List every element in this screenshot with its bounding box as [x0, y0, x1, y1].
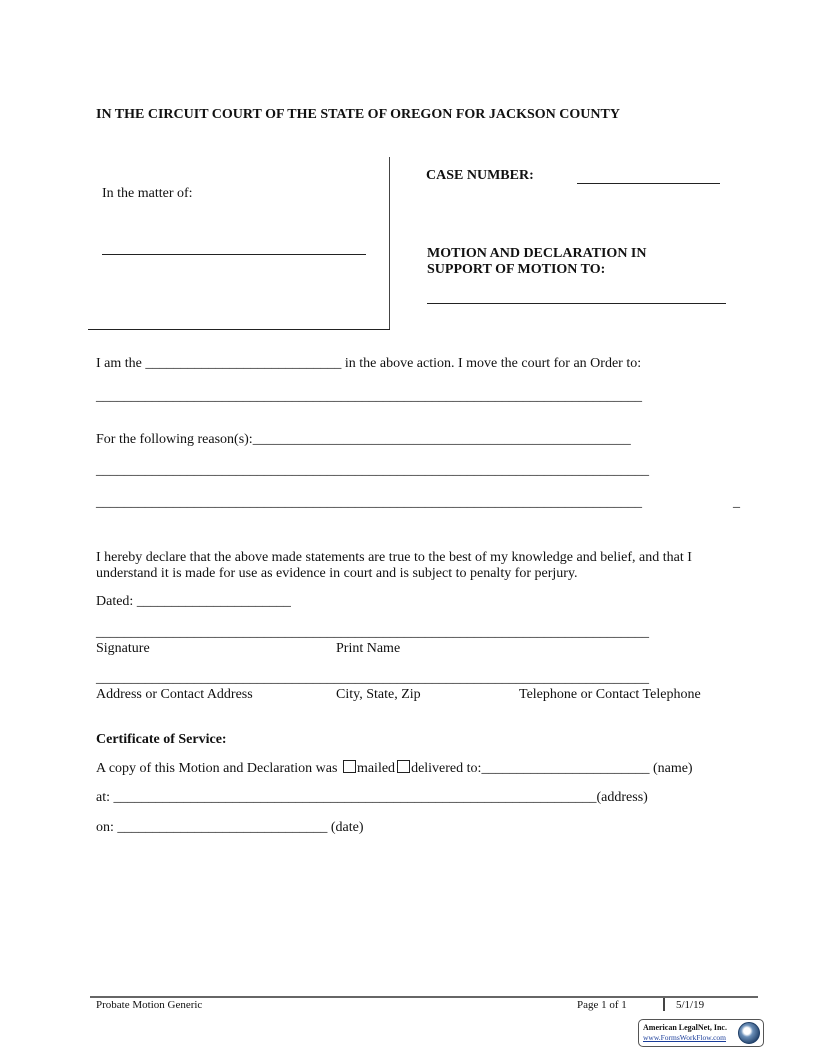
iam-prefix: I am the — [96, 356, 146, 371]
signature-field[interactable]: _______________________________________________________________________________ — [96, 625, 649, 640]
logo-company-name: American LegalNet, Inc. — [643, 1023, 727, 1032]
iam-suffix: in the above action. I move the court for an Order to: — [341, 356, 642, 371]
copy-prefix: A copy of this Motion and Declaration was — [96, 761, 341, 776]
footer-rule — [90, 996, 758, 998]
motion-title-line2: SUPPORT OF MOTION TO: — [427, 262, 606, 277]
logo-url[interactable]: www.FormsWorkFlow.com — [643, 1033, 727, 1042]
matter-label: In the matter of: — [102, 186, 193, 201]
declaration-line1: I hereby declare that the above made statements are true to the best of my knowledge and belief, and that I — [96, 550, 692, 565]
court-header: IN THE CIRCUIT COURT OF THE STATE OF OREGON FOR JACKSON COUNTY — [96, 107, 620, 122]
reason-sentence — [96, 432, 631, 448]
footer-separator — [663, 998, 665, 1011]
on-label: on: — [96, 820, 118, 835]
dated-label: Dated: — [96, 594, 137, 609]
caption-divider-horizontal — [88, 329, 390, 330]
telephone-label: Telephone or Contact Telephone — [519, 687, 701, 702]
address-suffix: (address) — [596, 790, 648, 805]
american-legalnet-logo[interactable] — [638, 1019, 764, 1047]
copy-row — [96, 760, 693, 777]
motion-purpose-field[interactable] — [427, 303, 726, 304]
dated-row — [96, 594, 291, 610]
name-suffix: (name) — [649, 761, 693, 776]
reason-field-3[interactable]: ______________________________________________________________________________ — [96, 495, 642, 510]
delivered-label: delivered to: — [411, 761, 482, 776]
print-name-label: Print Name — [336, 641, 401, 656]
certificate-title: Certificate of Service: — [96, 732, 227, 747]
dated-field[interactable]: ______________________ — [136, 594, 291, 609]
service-address-field[interactable]: _____________________________________________________________________ — [113, 790, 597, 805]
address-label: Address or Contact Address — [96, 687, 253, 702]
reason-field-3-tail: _ — [733, 495, 740, 510]
reason-field-2[interactable]: _______________________________________________________________________________ — [96, 463, 649, 478]
globe-icon — [738, 1022, 760, 1044]
date-suffix: (date) — [327, 820, 364, 835]
caption-divider-vertical — [389, 157, 390, 330]
at-row — [96, 790, 648, 806]
order-field[interactable]: ______________________________________________________________________________ — [96, 389, 642, 404]
signature-label: Signature — [96, 641, 150, 656]
service-date-field[interactable]: ______________________________ — [117, 820, 328, 835]
footer-date: 5/1/19 — [676, 999, 705, 1011]
matter-name-field[interactable] — [102, 254, 366, 255]
role-field[interactable]: ____________________________ — [145, 356, 342, 371]
reason-field-1[interactable]: ______________________________________________________ — [252, 432, 631, 447]
footer-page-number: Page 1 of 1 — [577, 999, 627, 1011]
footer-form-name: Probate Motion Generic — [96, 999, 203, 1011]
case-number-label: CASE NUMBER: — [426, 168, 534, 183]
address-field[interactable]: _______________________________________________________________________________ — [96, 671, 649, 686]
city-state-zip-label: City, State, Zip — [336, 687, 421, 702]
declaration-line2: understand it is made for use as evidence in court and is subject to penalty for perjury. — [96, 566, 578, 581]
recipient-name-field[interactable]: ________________________ — [481, 761, 650, 776]
delivered-checkbox[interactable] — [397, 760, 410, 773]
motion-title-line1: MOTION AND DECLARATION IN — [427, 246, 647, 261]
reason-label: For the following reason(s): — [96, 432, 253, 447]
mailed-checkbox[interactable] — [343, 760, 356, 773]
mailed-label: mailed — [356, 761, 396, 776]
iam-sentence — [96, 356, 641, 372]
case-number-field[interactable] — [577, 183, 720, 184]
on-row — [96, 820, 364, 836]
at-label: at: — [96, 790, 114, 805]
